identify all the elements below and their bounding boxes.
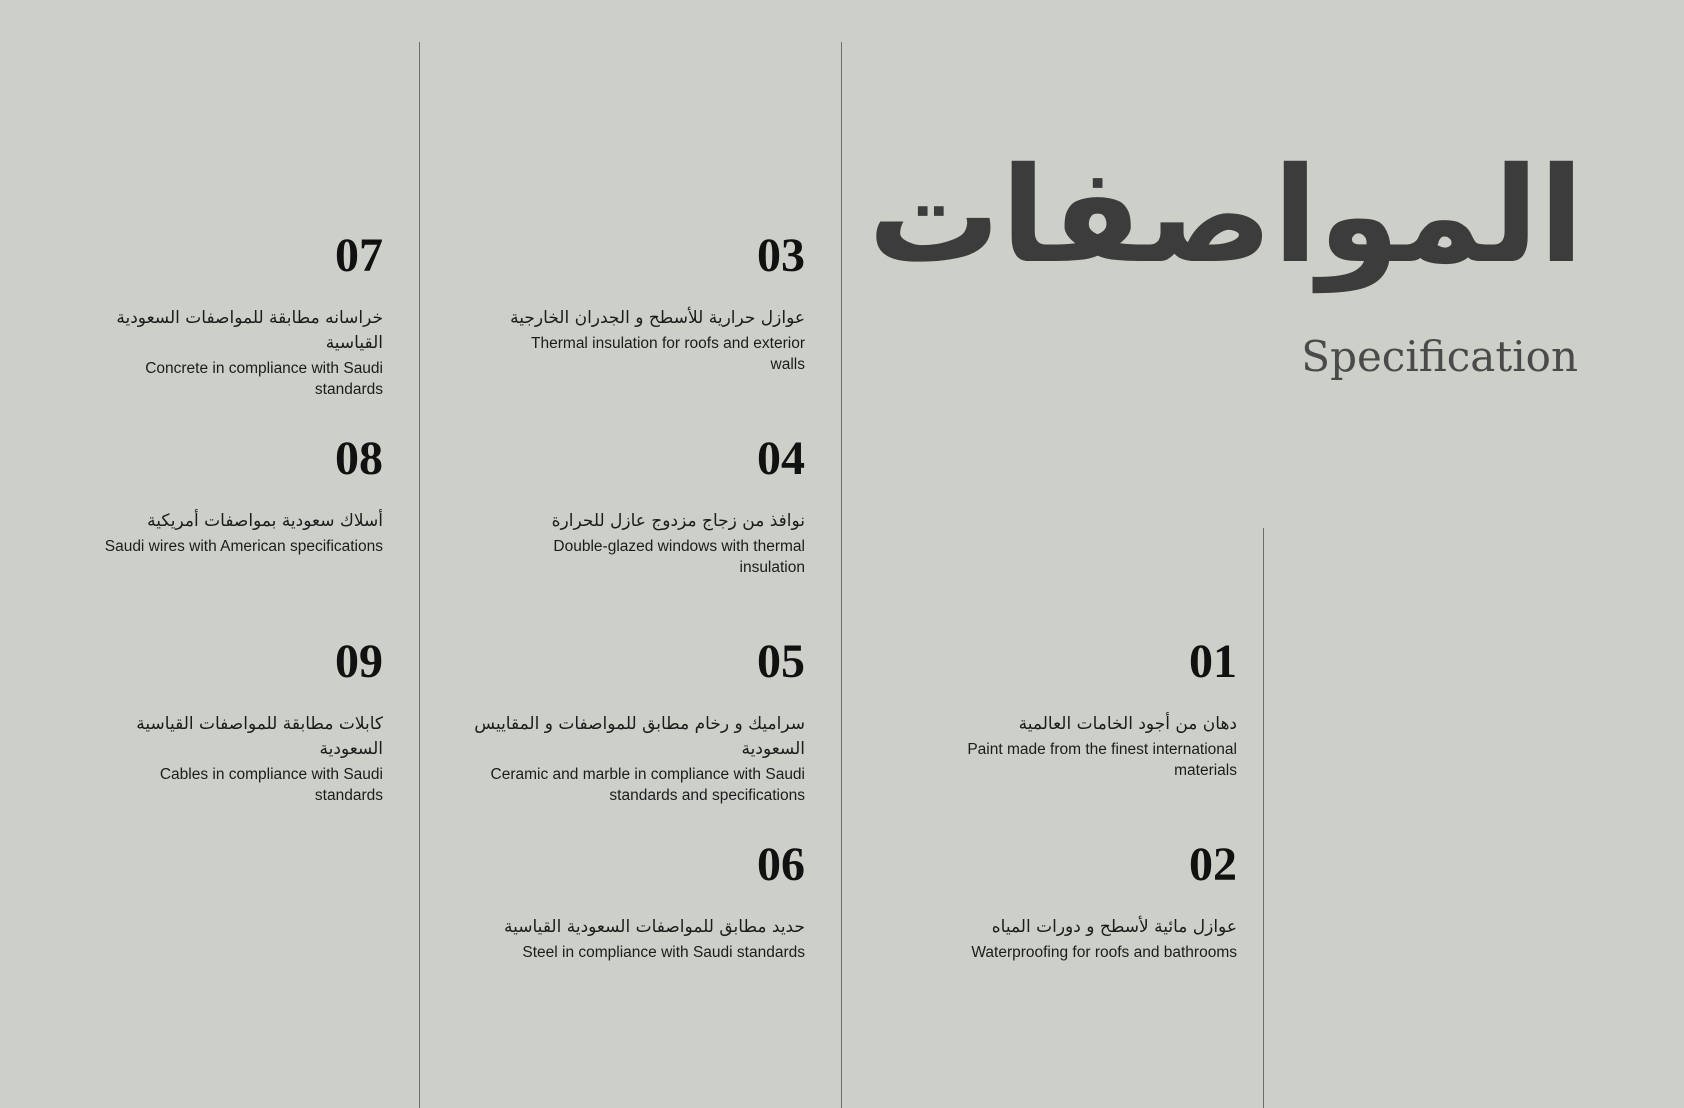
spec-item-03 [505,229,805,375]
spec-item-06 [485,838,805,963]
spec-text-arabic: دهان من أجود الخامات العالمية [1018,714,1237,734]
spec-text-english: Double-glazed windows with thermal insulation [553,538,805,576]
spec-text-english: Ceramic and marble in compliance with Saudi standards and specifications [490,766,805,804]
spec-text-english: Concrete in compliance with Saudi standards [145,360,383,398]
spec-number: 06 [757,838,805,891]
spec-text-arabic: أسلاك سعودية بمواصفات أمريكية [147,511,383,531]
spec-item-05 [465,635,805,806]
spec-number: 07 [335,229,383,282]
spec-text-arabic: حديد مطابق للمواصفات السعودية القياسية [504,917,805,937]
spec-text-english: Thermal insulation for roofs and exterior walls [531,335,805,373]
spec-item-04 [505,432,805,578]
spec-number: 01 [1189,635,1237,688]
spec-text-english: Steel in compliance with Saudi standards [522,944,805,961]
spec-number: 05 [757,635,805,688]
spec-text-arabic: عوازل مائية لأسطح و دورات المياه [991,917,1237,937]
spec-text-arabic: سراميك و رخام مطابق للمواصفات و المقاييس السعودية [474,714,805,759]
page-title-english: Specification [1301,332,1578,381]
spec-number: 02 [1189,838,1237,891]
spec-text-arabic: نوافذ من زجاج مزدوج عازل للحرارة [551,511,805,531]
spec-text-english: Cables in compliance with Saudi standards [159,766,383,804]
spec-item-01 [937,635,1237,781]
spec-number: 04 [757,432,805,485]
column-divider-right [1263,528,1264,1108]
spec-text-english: Waterproofing for roofs and bathrooms [971,944,1237,961]
spec-text-english: Saudi wires with American specifications [104,538,383,555]
spec-item-09 [93,635,383,806]
spec-number: 09 [335,635,383,688]
spec-text-arabic: خراسانه مطابقة للمواصفات السعودية القياسية [116,308,383,353]
spec-number: 03 [757,229,805,282]
column-divider-middle [841,42,842,1108]
spec-text-arabic: عوازل حرارية للأسطح و الجدران الخارجية [510,308,805,328]
spec-item-08 [83,432,383,557]
spec-item-02 [937,838,1237,963]
spec-text-arabic: كابلات مطابقة للمواصفات القياسية السعودية [136,714,383,759]
page-title-arabic: المواصفات [867,139,1584,293]
spec-text-english: Paint made from the finest international materials [967,741,1237,779]
spec-number: 08 [335,432,383,485]
column-divider-left [419,42,420,1108]
spec-item-07 [93,229,383,400]
